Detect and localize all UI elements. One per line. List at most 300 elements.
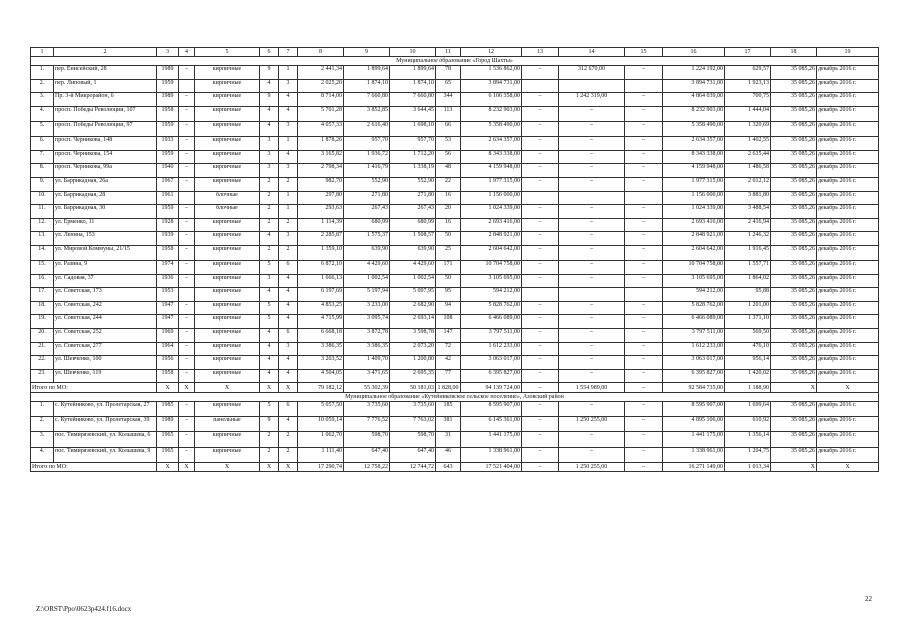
table-cell: 312 670,00 (559, 66, 625, 80)
section-title-row (31, 57, 879, 66)
total-cell: – (522, 383, 559, 393)
table-cell: 3. (31, 432, 54, 447)
table-cell: – (625, 137, 663, 151)
total-cell: 16 271 149,00 (663, 462, 725, 472)
table-cell: – (179, 164, 195, 178)
column-number: 16 (663, 48, 725, 57)
table-cell: 35 085,26 (771, 164, 817, 178)
table-cell: ул. Баррикадная, 28 (54, 191, 157, 205)
table-cell: 35 085,26 (771, 205, 817, 219)
table-cell: ул. Баррикадная, 30 (54, 205, 157, 219)
table-cell: 15. (31, 261, 54, 275)
table-cell: 6 106 358,00 (461, 93, 522, 107)
table-cell: 1 899,64 (390, 66, 436, 80)
table-cell: 5 828 762,00 (663, 301, 725, 315)
table-cell: 5 (260, 301, 279, 315)
table-cell: 6 668,18 (298, 329, 344, 343)
table-cell: – (559, 177, 625, 191)
table-cell: с. Кутейниково, ул. Пролетарская, 39 (54, 417, 157, 432)
table-cell: 9 (260, 417, 279, 432)
total-cell: X (817, 462, 879, 472)
table-row (31, 93, 879, 107)
column-number: 14 (559, 48, 625, 57)
table-cell: 1 612 233,00 (663, 342, 725, 356)
section-title: Муниципальное образование «Город Шахты» (31, 57, 879, 66)
table-cell: 1 114,39 (298, 218, 344, 232)
table-cell: – (559, 342, 625, 356)
table-cell: – (625, 401, 663, 416)
table-row (31, 191, 879, 205)
table-cell: 4 (260, 106, 279, 121)
column-number: 5 (195, 48, 260, 57)
table-cell: кирпичные (195, 137, 260, 151)
table-cell: 35 085,26 (771, 121, 817, 136)
table-cell: – (179, 205, 195, 219)
table-cell: 5 (260, 315, 279, 329)
table-cell: – (179, 401, 195, 416)
table-cell: декабрь 2016 г. (817, 369, 879, 383)
table-cell: 3 105 695,00 (461, 274, 522, 288)
table-cell: 6 197,69 (298, 288, 344, 302)
table-cell: 4 (260, 329, 279, 343)
table-cell: с. Кутейниково, ул. Пролетарская, 27 (54, 401, 157, 416)
table-cell: 1 612 233,00 (461, 342, 522, 356)
table-cell (559, 79, 625, 93)
table-cell: 1 024 339,00 (663, 205, 725, 219)
total-cell: 79 182,12 (298, 383, 344, 393)
table-cell: 6 395 827,00 (663, 369, 725, 383)
table-cell: 2 (279, 447, 298, 462)
table-cell: 6 (279, 401, 298, 416)
table-cell: 4 (279, 274, 298, 288)
table-cell: 2 682,90 (390, 301, 436, 315)
table-cell: 5 (260, 401, 279, 416)
total-cell: X (260, 462, 279, 472)
table-cell: 5 701,28 (298, 106, 344, 121)
table-cell: 344 (436, 93, 461, 107)
table-cell: – (179, 137, 195, 151)
table-cell: 956,14 (725, 356, 771, 370)
table-cell: – (522, 432, 559, 447)
table-cell: 95 (436, 288, 461, 302)
table-cell: 50 (436, 274, 461, 288)
table-row (31, 245, 879, 260)
total-cell: 92 584 735,00 (663, 383, 725, 393)
table-cell (179, 79, 195, 93)
table-cell: 108 (436, 315, 461, 329)
table-cell: декабрь 2016 г. (817, 106, 879, 121)
table-cell: 35 085,26 (771, 369, 817, 383)
table-cell: – (625, 369, 663, 383)
table-cell: – (559, 369, 625, 383)
table-cell (625, 79, 663, 93)
table-cell: 3 095,74 (344, 315, 390, 329)
table-cell: 1985 (157, 401, 179, 416)
table-cell: – (625, 245, 663, 260)
total-cell: 1 250 255,00 (559, 462, 625, 472)
table-cell: 10 059,14 (298, 417, 344, 432)
table-cell: 2 616,40 (344, 121, 390, 136)
table-cell: 4. (31, 106, 54, 121)
table-cell: 20 (436, 205, 461, 219)
table-cell: декабрь 2016 г. (817, 447, 879, 462)
table-cell: 267,43 (344, 205, 390, 219)
table-cell: – (625, 356, 663, 370)
table-cell (522, 79, 559, 93)
table-cell: 5 358 490,00 (461, 121, 522, 136)
table-cell: кирпичные (195, 288, 260, 302)
table-cell: 1. (31, 66, 54, 80)
table-cell: 35 085,26 (771, 401, 817, 416)
table-cell: 1936 (157, 274, 179, 288)
table-cell: 271,80 (390, 191, 436, 205)
table-cell: 8. (31, 164, 54, 178)
table-cell: – (179, 329, 195, 343)
table-cell: 1 024 339,00 (461, 205, 522, 219)
table-cell: 3 063 017,00 (461, 356, 522, 370)
column-number: 17 (725, 48, 771, 57)
table-cell: 4 429,60 (390, 261, 436, 275)
table-cell: 1 (279, 205, 298, 219)
table-cell: 2 (279, 218, 298, 232)
table-cell: 8 343 338,00 (461, 150, 522, 164)
table-cell: 1 923,13 (725, 79, 771, 93)
table-cell: 6 (279, 261, 298, 275)
table-cell: 1 224 192,00 (663, 66, 725, 80)
table-cell: 4 715,99 (298, 315, 344, 329)
total-row (31, 383, 879, 393)
table-cell: кирпичные (195, 66, 260, 80)
table-cell: 1 416,79 (344, 164, 390, 178)
table-cell: 35 085,26 (771, 106, 817, 121)
table-body (31, 48, 879, 472)
table-row (31, 401, 879, 416)
table-cell: 1 (279, 191, 298, 205)
table-cell: 1 (279, 137, 298, 151)
table-cell: декабрь 2016 г. (817, 261, 879, 275)
table-row (31, 288, 879, 302)
section-title-row (31, 392, 879, 401)
table-cell: 35 085,26 (771, 417, 817, 432)
table-cell: 4 (279, 356, 298, 370)
table-cell: 8 714,00 (298, 93, 344, 107)
table-cell: 4 (260, 342, 279, 356)
table-cell: 6 466 089,00 (663, 315, 725, 329)
table-cell: 66 (436, 121, 461, 136)
table-cell: декабрь 2016 г. (817, 274, 879, 288)
table-cell: – (559, 121, 625, 136)
table-cell: 2 (260, 205, 279, 219)
table-cell: 6 872,10 (298, 261, 344, 275)
table-cell: 3 (279, 164, 298, 178)
table-cell: – (559, 401, 625, 416)
table-cell: 1. (31, 401, 54, 416)
total-cell: X (771, 383, 817, 393)
total-cell: 12 744,72 (390, 462, 436, 472)
column-number: 7 (279, 48, 298, 57)
table-cell: – (179, 66, 195, 80)
table-cell: кирпичные (195, 79, 260, 93)
table-cell: 171 (436, 261, 461, 275)
table-cell: декабрь 2016 г. (817, 329, 879, 343)
table-cell: 4 429,60 (344, 261, 390, 275)
table-cell: 25 (436, 245, 461, 260)
table-cell: 3 386,35 (298, 342, 344, 356)
table-cell: 1 864,02 (725, 274, 771, 288)
table-cell: 3 797 511,00 (461, 329, 522, 343)
table-cell: 5 358 490,00 (663, 121, 725, 136)
table-row (31, 315, 879, 329)
table-cell: 10 704 758,00 (663, 261, 725, 275)
table-cell: 35 085,26 (771, 191, 817, 205)
table-cell: 647,40 (344, 447, 390, 462)
table-cell: 3 105 695,00 (663, 274, 725, 288)
table-cell: кирпичные (195, 342, 260, 356)
table-cell: просп. Победы Революции, 97 (54, 121, 157, 136)
table-cell: – (522, 205, 559, 219)
table-cell: 13. (31, 232, 54, 246)
total-cell: X (157, 383, 179, 393)
table-cell: 1 250 255,00 (559, 417, 625, 432)
table-cell: 185 (436, 401, 461, 416)
table-cell: 1 441 175,00 (663, 432, 725, 447)
table-cell: – (522, 356, 559, 370)
table-cell: декабрь 2016 г. (817, 288, 879, 302)
table-cell: 1 486,58 (725, 164, 771, 178)
column-number: 4 (179, 48, 195, 57)
table-cell: 2 634 357,00 (461, 137, 522, 151)
table-cell: декабрь 2016 г. (817, 150, 879, 164)
page-number: 22 (865, 595, 872, 603)
table-cell: 35 085,26 (771, 79, 817, 93)
table-cell: 78 (436, 66, 461, 80)
table-cell: 35 085,26 (771, 66, 817, 80)
table-cell: 1 698,10 (390, 121, 436, 136)
table-cell: – (179, 301, 195, 315)
table-cell: 3 (260, 274, 279, 288)
table-row (31, 369, 879, 383)
table-cell: – (625, 150, 663, 164)
table-cell: кирпичные (195, 121, 260, 136)
total-cell: X (279, 383, 298, 393)
table-cell: 1967 (157, 177, 179, 191)
table-cell: 50 (436, 232, 461, 246)
table-cell: 1989 (157, 93, 179, 107)
table-cell: 1959 (157, 121, 179, 136)
total-cell: X (279, 462, 298, 472)
total-cell: X (195, 383, 260, 393)
table-cell: – (179, 150, 195, 164)
table-cell: 3 894 731,00 (461, 79, 522, 93)
table-cell: 35 085,26 (771, 232, 817, 246)
table-cell: 598,70 (390, 432, 436, 447)
table-cell: 1989 (157, 66, 179, 80)
column-number: 13 (522, 48, 559, 57)
table-cell: пер. Липовый, 1 (54, 79, 157, 93)
table-cell: 2 285,87 (298, 232, 344, 246)
table-cell: кирпичные (195, 106, 260, 121)
table-cell: 1928 (157, 218, 179, 232)
table-cell: – (179, 432, 195, 447)
table-cell: – (625, 106, 663, 121)
table-cell: – (625, 274, 663, 288)
total-cell: 1 013,34 (725, 462, 771, 472)
table-cell: 1947 (157, 315, 179, 329)
table-cell: 1959 (157, 150, 179, 164)
table-cell (179, 288, 195, 302)
table-cell: – (522, 150, 559, 164)
table-cell: 17. (31, 288, 54, 302)
table-cell: кирпичные (195, 218, 260, 232)
table-cell: ул. Садовая, 37 (54, 274, 157, 288)
table-cell: 4 (260, 288, 279, 302)
total-cell: 1 554 989,00 (559, 383, 625, 393)
table-cell: 2 695,35 (390, 369, 436, 383)
table-cell: – (625, 218, 663, 232)
table-cell: – (179, 356, 195, 370)
table-cell: пос. Тимирязевский, ул. Колышева, 6 (54, 432, 157, 447)
table-cell: 2 848 921,00 (663, 232, 725, 246)
table-cell: 35 085,26 (771, 329, 817, 343)
table-cell: 3 (279, 342, 298, 356)
table-cell: 3 598,78 (390, 329, 436, 343)
table-cell: кирпичные (195, 315, 260, 329)
table-row (31, 150, 879, 164)
table-cell: 72 (436, 342, 461, 356)
table-cell: 35 085,26 (771, 447, 817, 462)
table-cell: – (522, 315, 559, 329)
table-cell: 1956 (157, 356, 179, 370)
table-cell: 1 402,55 (725, 137, 771, 151)
table-cell: – (625, 205, 663, 219)
table-cell: 1 878,26 (298, 137, 344, 151)
table-cell: 3. (31, 93, 54, 107)
table-cell: – (559, 218, 625, 232)
table-cell: 18. (31, 301, 54, 315)
table-cell: 3 471,65 (344, 369, 390, 383)
table-cell: 23. (31, 369, 54, 383)
table-cell: 6 145 361,00 (461, 417, 522, 432)
table-cell: – (179, 417, 195, 432)
table-cell: 3 (279, 121, 298, 136)
table-cell: 2 (279, 245, 298, 260)
table-cell: 1959 (157, 205, 179, 219)
table-cell: 982,70 (298, 177, 344, 191)
table-cell: 3 (260, 164, 279, 178)
table-cell: 680,99 (390, 218, 436, 232)
table-cell: 2. (31, 79, 54, 93)
table-row (31, 432, 879, 447)
table-cell: 2. (31, 417, 54, 432)
table-cell: кирпичные (195, 164, 260, 178)
table-cell: 5 828 762,00 (461, 301, 522, 315)
table-cell: 3 797 511,00 (663, 329, 725, 343)
table-cell: ул. Мировой Коммуны, 21/15 (54, 245, 157, 260)
table-cell: 1 359,10 (298, 245, 344, 260)
table-cell: 1 536 862,00 (461, 66, 522, 80)
table-cell: 16. (31, 274, 54, 288)
table-cell: – (625, 315, 663, 329)
total-cell: X (179, 462, 195, 472)
table-cell: 35 085,26 (771, 150, 817, 164)
table-cell: 3 386,35 (344, 342, 390, 356)
table-cell: 1958 (157, 369, 179, 383)
table-cell: – (625, 417, 663, 432)
table-cell: ул. Ерменко, 11 (54, 218, 157, 232)
table-cell: – (522, 245, 559, 260)
table-cell: 10 704 758,00 (461, 261, 522, 275)
table-cell (522, 288, 559, 302)
table-cell: – (522, 121, 559, 136)
table-cell: – (625, 432, 663, 447)
table-cell: – (522, 301, 559, 315)
table-cell: 1 062,70 (298, 432, 344, 447)
table-cell (522, 191, 559, 205)
table-cell: 1 356,14 (725, 432, 771, 447)
table-cell: 1 977 315,00 (461, 177, 522, 191)
table-row (31, 417, 879, 432)
table-cell: 35 085,26 (771, 315, 817, 329)
table-cell: 1 874,10 (390, 79, 436, 93)
column-number: 18 (771, 48, 817, 57)
table-cell: – (522, 232, 559, 246)
table-cell: 1959 (157, 79, 179, 93)
table-cell: декабрь 2016 г. (817, 315, 879, 329)
table-cell: 1 444,04 (725, 106, 771, 121)
table-cell: кирпичные (195, 245, 260, 260)
table-cell: 8 232 903,00 (663, 106, 725, 121)
table-cell: – (559, 356, 625, 370)
table-cell: – (625, 93, 663, 107)
table-cell: 9 (260, 66, 279, 80)
table-cell: – (522, 66, 559, 80)
table-cell: 4 (260, 121, 279, 136)
total-cell: 12 758,22 (344, 462, 390, 472)
table-cell: 31 (436, 432, 461, 447)
table-cell: – (179, 315, 195, 329)
table-cell: 3 735,60 (390, 401, 436, 416)
table-cell: – (559, 274, 625, 288)
table-cell: 3 165,82 (298, 150, 344, 164)
table-cell: 5 057,50 (298, 401, 344, 416)
table-cell: декабрь 2016 г. (817, 232, 879, 246)
column-number: 12 (461, 48, 522, 57)
table-row (31, 301, 879, 315)
table-cell: 4 (279, 417, 298, 432)
total-cell: 1 188,90 (725, 383, 771, 393)
table-cell: кирпичные (195, 401, 260, 416)
table-cell: 4 (260, 356, 279, 370)
table-cell: – (522, 417, 559, 432)
column-number: 2 (54, 48, 157, 57)
total-cell: 94 139 724,00 (461, 383, 522, 393)
table-cell: 957,70 (344, 137, 390, 151)
table-cell: декабрь 2016 г. (817, 164, 879, 178)
table-cell: ул. Советская, 277 (54, 342, 157, 356)
table-cell: 20. (31, 329, 54, 343)
total-cell: X (260, 383, 279, 393)
table-cell: 1958 (157, 106, 179, 121)
table-cell: 5 097,95 (390, 288, 436, 302)
column-number: 6 (260, 48, 279, 57)
table-cell: 476,10 (725, 342, 771, 356)
table-cell: 35 085,26 (771, 301, 817, 315)
table-cell: 3 852,85 (344, 106, 390, 121)
table-cell: – (559, 164, 625, 178)
table-cell: – (179, 342, 195, 356)
table-cell: ул. Баррикадная, 26а (54, 177, 157, 191)
total-cell: 55 302,39 (344, 383, 390, 393)
